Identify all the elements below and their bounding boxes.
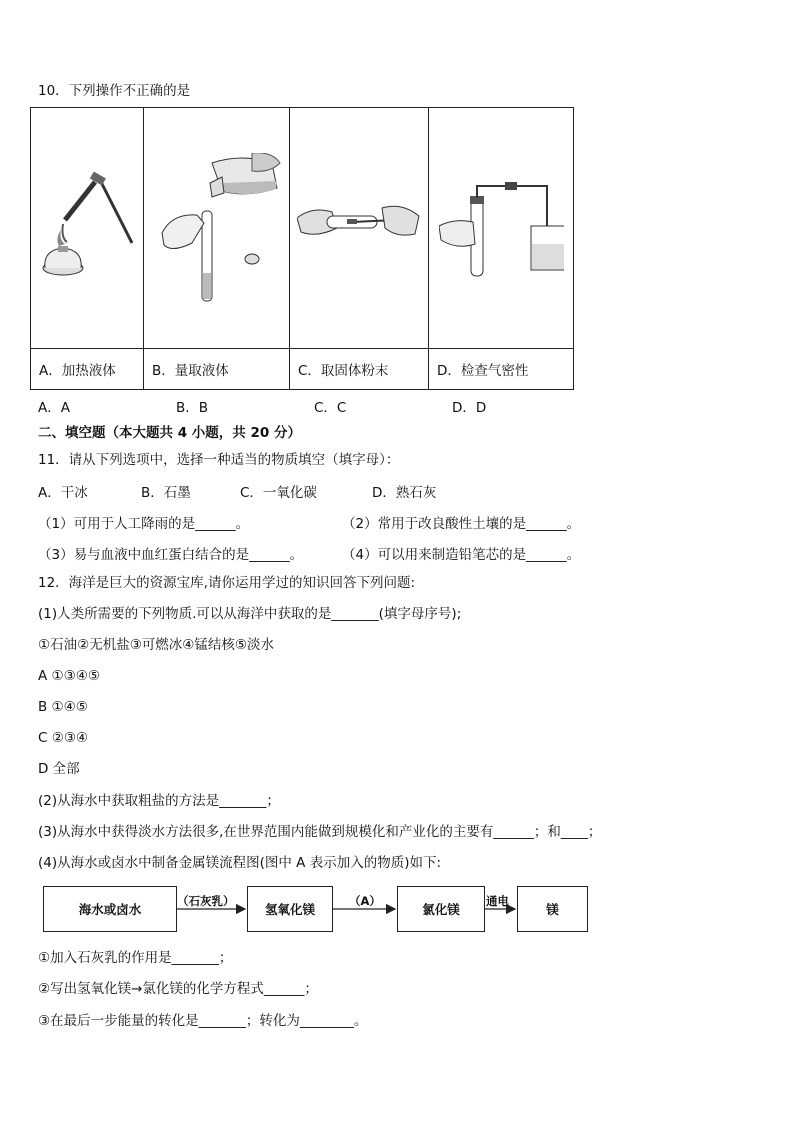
question-10-options-table (30, 107, 574, 390)
question-12-part-1: (1)人类所需要的下列物质.可以从海洋中获取的是_______(填字母序号); (38, 606, 462, 622)
option-a-image-cell (31, 108, 144, 349)
flow-arrow-3-label: 通电 (486, 894, 509, 908)
blank-2[interactable]: （2）常用于改良酸性土壤的是______。 (342, 516, 581, 532)
question-12-option-d[interactable]: D 全部 (38, 761, 80, 777)
heating-liquid-icon (37, 168, 137, 288)
choice-a: A．干冰 (38, 485, 88, 501)
answer-choice-b[interactable]: B．B (176, 400, 209, 416)
question-11-stem: 11．请从下列选项中，选择一种适当的物质填空（填字母）： (38, 452, 400, 468)
flow-box-magnesium: 镁 (517, 886, 588, 932)
option-b-caption: B．量取液体 (144, 349, 290, 390)
option-d-caption: D．检查气密性 (429, 349, 574, 390)
airtightness-check-icon (439, 178, 564, 278)
taking-solid-powder-icon (297, 198, 422, 258)
question-11-choices (38, 481, 738, 499)
question-12-option-a[interactable]: A ①③④⑤ (38, 668, 100, 684)
answer-choice-a[interactable]: A．A (38, 400, 70, 416)
flow-arrow-1-label: （石灰乳） (177, 894, 235, 908)
blank-1[interactable]: （1）可用于人工降雨的是______。 (38, 516, 250, 532)
question-10-title: 10．下列操作不正确的是 (38, 83, 191, 99)
flow-box-seawater: 海水或卤水 (43, 886, 177, 932)
question-12-option-c[interactable]: C ②③④ (38, 730, 89, 746)
flow-box-magnesium-hydroxide: 氢氧化镁 (247, 886, 333, 932)
question-12-part-2: (2)从海水中获取粗盐的方法是_______； (38, 793, 280, 809)
question-12-part-3: (3)从海水中获得淡水方法很多,在世界范围内能做到规模化和产业化的主要有______；和____； (38, 824, 602, 840)
option-b-image-cell (144, 108, 290, 349)
option-c-image-cell (290, 108, 429, 349)
question-11-blanks-row-1 (38, 512, 758, 530)
question-10-answer-choices (38, 396, 598, 414)
question-11-blanks-row-2 (38, 543, 758, 561)
answer-choice-d[interactable]: D．D (452, 400, 487, 416)
blank-4[interactable]: （4）可以用来制造铅笔芯的是______。 (342, 547, 581, 563)
choice-d: D．熟石灰 (372, 485, 437, 501)
choice-b: B．石墨 (141, 485, 191, 501)
flow-arrow-2-label: （A） (349, 894, 381, 908)
section-2-heading: 二、填空题（本大题共 4 小题，共 20 分） (38, 425, 301, 441)
option-c-caption: C．取固体粉末 (290, 349, 429, 390)
question-12-sub-1: ①加入石灰乳的作用是_______； (38, 950, 233, 966)
question-12-items: ①石油②无机盐③可燃冰④锰结核⑤淡水 (38, 637, 275, 653)
magnesium-flow-diagram (43, 886, 588, 932)
flow-box-magnesium-chloride: 氯化镁 (397, 886, 485, 932)
question-12-part-4: (4)从海水或卤水中制备金属镁流程图(图中 A 表示加入的物质)如下: (38, 855, 442, 871)
option-a-caption: A．加热液体 (31, 349, 144, 390)
question-12-sub-2: ②写出氢氧化镁→氯化镁的化学方程式______； (38, 981, 318, 997)
question-12-option-b[interactable]: B ①④⑤ (38, 699, 88, 715)
question-12-stem: 12．海洋是巨大的资源宝库,请你运用学过的知识回答下列问题: (38, 575, 416, 591)
choice-c: C．一氧化碳 (240, 485, 317, 501)
question-12-sub-3: ③在最后一步能量的转化是_______；转化为________。 (38, 1013, 368, 1029)
measuring-liquid-icon (152, 153, 282, 303)
blank-3[interactable]: （3）易与血液中血红蛋白结合的是______。 (38, 547, 304, 563)
option-d-image-cell (429, 108, 574, 349)
answer-choice-c[interactable]: C．C (314, 400, 347, 416)
